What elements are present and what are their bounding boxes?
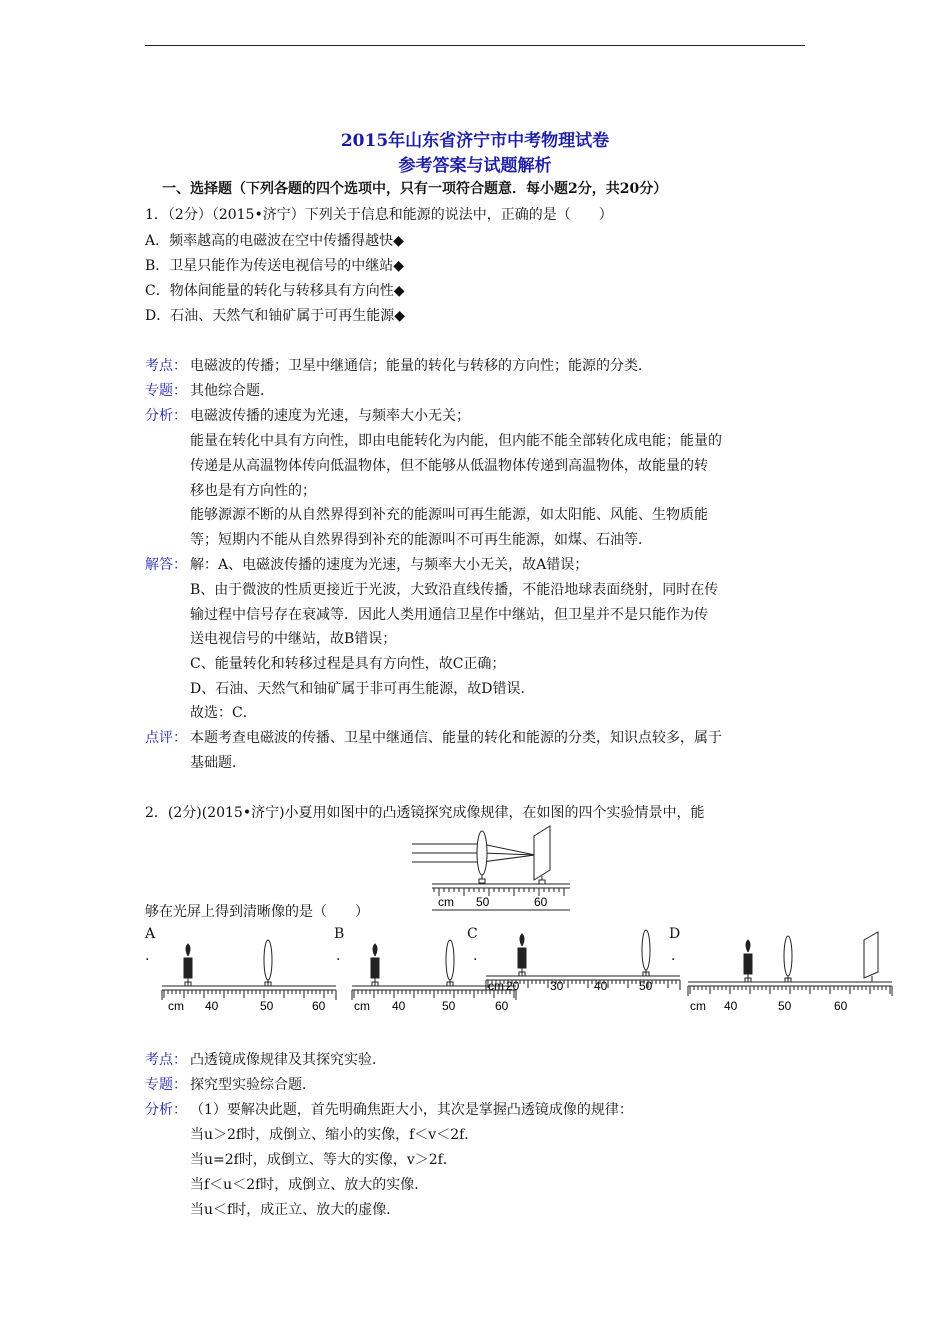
q2-option-d-dot: . xyxy=(671,948,676,964)
q2-option-c-letter: C xyxy=(467,926,478,942)
optical-bench xyxy=(162,940,336,1000)
page-subtitle: 参考答案与试题解析 xyxy=(398,156,552,176)
q1-fenxi-line: 能量在转化中具有方向性，即由电能转化为内能，但内能不能全部转化成电能；能量的 xyxy=(190,433,722,449)
q1-option-c: C．物体间能量的转化与转移具有方向性◆ xyxy=(145,283,405,299)
candle-flame-icon xyxy=(373,944,377,956)
header-rule xyxy=(145,45,805,46)
q2-option-b-dot: . xyxy=(336,948,341,964)
q1-jieda-line: D、石油、天然气和铀矿属于非可再生能源，故D错误． xyxy=(190,681,535,697)
q2-option-a-figure xyxy=(160,932,340,1014)
main-fig-tick-label: 60 xyxy=(534,895,548,909)
q1-kaodian: 电磁波的传播；卫星中继通信；能量的转化与转移的方向性；能源的分类． xyxy=(190,358,652,374)
opt-d-unit: cm xyxy=(690,999,706,1013)
opt-c-tick-label: 20 xyxy=(506,979,520,993)
q1-zhuanti-label: 专题： xyxy=(145,383,187,399)
q2-stem-line1: 2．(2分)(2015•济宁)小夏用如图中的凸透镜探究成像规律，在如图的四个实验情景中，能 xyxy=(145,805,705,821)
q1-dianping-line: 基础题． xyxy=(190,755,246,771)
q2-kaodian: 凸透镜成像规律及其探究实验． xyxy=(190,1052,386,1068)
convex-lens-icon xyxy=(446,940,454,980)
opt-b-tick-label: 40 xyxy=(392,999,406,1013)
section-heading: 一、选择题（下列各题的四个选项中，只有一项符合题意．每小题2分，共20分） xyxy=(162,181,668,197)
q1-fenxi-line: 传递是从高温物体传向低温物体，但不能够从低温物体传递到高温物体，故能量的转 xyxy=(190,458,708,474)
q2-option-d-figure xyxy=(686,928,896,1014)
q1-stem: 1．（2分）（2015•济宁）下列关于信息和能源的说法中，正确的是（ ） xyxy=(145,207,613,223)
candle-icon xyxy=(184,958,192,978)
q1-jieda-line: 送电视信号的中继站，故B错误； xyxy=(190,631,397,647)
q1-option-d: D．石油、天然气和铀矿属于可再生能源◆ xyxy=(145,308,405,324)
q1-zhuanti: 其他综合题． xyxy=(190,383,274,399)
q1-fenxi-line: 移也是有方向性的； xyxy=(190,483,316,499)
opt-a-tick-label: 40 xyxy=(205,999,219,1013)
opt-d-tick-label: 40 xyxy=(724,999,738,1013)
light-screen-icon xyxy=(864,932,878,978)
q1-kaodian-label: 考点： xyxy=(145,358,187,374)
q1-dianping-line: 本题考查电磁波的传播、卫星中继通信、能量的转化和能源的分类，知识点较多，属于 xyxy=(190,730,722,746)
candle-flame-icon xyxy=(186,944,190,956)
candle-icon xyxy=(371,958,379,978)
q1-jieda-line: 输过程中信号存在衰减等．因此人类用通信卫星作中继站，但卫星并不是只能作为传 xyxy=(190,607,708,623)
q1-jieda-label: 解答： xyxy=(145,557,187,573)
q2-option-c-dot: . xyxy=(473,948,478,964)
opt-c-tick-label: 30 xyxy=(550,979,564,993)
opt-a-unit: cm xyxy=(168,999,184,1013)
main-fig-tick-label: 50 xyxy=(476,895,490,909)
q2-zhuanti: 探究型实验综合题． xyxy=(190,1077,316,1093)
opt-b-tick-label: 60 xyxy=(495,999,509,1013)
convex-lens-icon xyxy=(642,930,650,970)
page-title: 2015年山东省济宁市中考物理试卷 xyxy=(340,131,610,151)
q2-fenxi-line: 当f＜u＜2f时，成倒立、放大的实像． xyxy=(190,1177,429,1193)
q2-option-a-letter: A xyxy=(145,926,156,942)
opt-d-tick-label: 50 xyxy=(778,999,792,1013)
q1-jieda-line: 故选：C． xyxy=(190,705,257,721)
q2-option-d-letter: D xyxy=(669,926,681,942)
q1-dianping-label: 点评： xyxy=(145,730,187,746)
optical-bench xyxy=(688,932,892,996)
q2-fenxi-line: 当u＜f时，成正立、放大的虚像． xyxy=(190,1202,401,1218)
convex-lens-icon xyxy=(784,936,792,976)
q2-fenxi-line: 当u=2f时，成倒立、等大的实像，v＞2f． xyxy=(190,1152,457,1168)
q1-fenxi-line: 电磁波传播的速度为光速，与频率大小无关； xyxy=(190,408,470,424)
q1-jieda-line: C、能量转化和转移过程是具有方向性，故C正确； xyxy=(190,656,506,672)
opt-c-tick-label: 40 xyxy=(594,979,608,993)
candle-flame-icon xyxy=(746,940,750,952)
opt-b-unit: cm xyxy=(354,999,370,1013)
opt-a-tick-label: 50 xyxy=(260,999,274,1013)
opt-d-tick-label: 60 xyxy=(834,999,848,1013)
q2-option-c-figure xyxy=(484,922,684,1004)
q2-main-figure xyxy=(410,822,575,914)
q1-jieda-line: B、由于微波的性质更接近于光波，大致沿直线传播，不能沿地球表面绕射，同时在传 xyxy=(190,582,719,598)
opt-a-tick-label: 60 xyxy=(312,999,326,1013)
candle-flame-icon xyxy=(520,934,524,946)
convex-lens-icon xyxy=(264,940,272,980)
q2-option-a-dot: . xyxy=(145,948,150,964)
q2-fenxi-line: 当u＞2f时，成倒立、缩小的实像，f＜v＜2f． xyxy=(190,1127,479,1143)
q1-fenxi-line: 等；短期内不能从自然界得到补充的能源叫不可再生能源，如煤、石油等． xyxy=(190,532,652,548)
q1-fenxi-label: 分析： xyxy=(145,408,187,424)
q2-fenxi-line: （1）要解决此题，首先明确焦距大小，其次是掌握凸透镜成像的规律： xyxy=(190,1102,633,1118)
q2-fenxi-label: 分析： xyxy=(145,1102,187,1118)
opt-b-tick-label: 50 xyxy=(442,999,456,1013)
main-fig-unit: cm xyxy=(438,895,454,909)
q2-stem-line2: 够在光屏上得到清晰像的是（ ） xyxy=(145,904,369,920)
q1-jieda-line: 解：A、电磁波传播的速度为光速，与频率大小无关，故A错误； xyxy=(190,557,589,573)
q2-option-b-letter: B xyxy=(334,926,345,942)
q1-fenxi-line: 能够源源不断的从自然界得到补充的能源叫可再生能源，如太阳能、风能、生物质能 xyxy=(190,507,708,523)
candle-icon xyxy=(518,948,526,968)
opt-c-unit: cm xyxy=(488,979,504,993)
q2-kaodian-label: 考点： xyxy=(145,1052,187,1068)
q1-option-b: B．卫星只能作为传送电视信号的中继站◆ xyxy=(145,258,405,274)
opt-c-tick-label: 50 xyxy=(639,979,653,993)
q1-option-a: A．频率越高的电磁波在空中传播得越快◆ xyxy=(145,233,404,249)
q2-zhuanti-label: 专题： xyxy=(145,1077,187,1093)
candle-icon xyxy=(744,954,752,974)
